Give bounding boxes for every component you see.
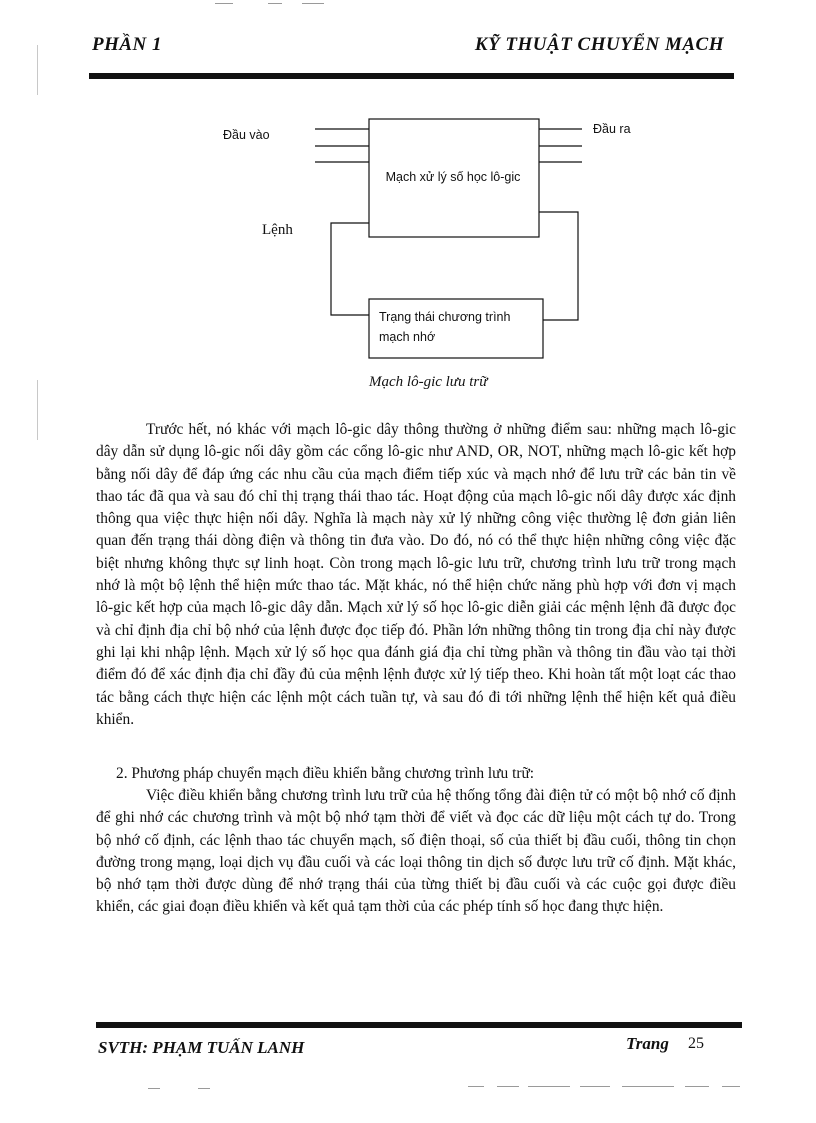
scan-mark-bottom bbox=[622, 1086, 674, 1087]
footer-author: SVTH: PHẠM TUẤN LANH bbox=[98, 1038, 305, 1057]
processor-label: Mạch xử lý số học lô-gic bbox=[385, 170, 521, 184]
header-section-title: PHẦN 1 bbox=[92, 34, 163, 55]
paragraph-stored-program-control: Việc điều khiển bằng chương trình lưu trữ của hệ thống tổng đài điện tử có một bộ nhớ cố định để ghi nhớ các chương trình và một bộ nhớ tạm thời để viết và đọc các dữ liệu một cách tự do. Trong bộ nhớ cố định, các lệnh thao tác chuyển mạch, số điện thoại, số của thiết bị đầu cuối, thông tin chọn đường trong mạng, loại dịch vụ đầu cuối và các loại thông tin dịch số được lưu trữ cố định. Mặt khác, bộ nhớ tạm thời được dùng để nhớ trạng thái của từng thiết bị đầu cuối và các cuộc gọi được điều khiển, các giai đoạn điều khiển và kết quả tạm thời của các phép tính số học đang thực hiện. bbox=[96, 787, 736, 916]
header-chapter-title: KỸ THUẬT CHUYỂN MẠCH bbox=[474, 34, 724, 55]
input-label: Đầu vào bbox=[223, 128, 270, 142]
state-feedback-line bbox=[539, 212, 578, 320]
output-label: Đầu ra bbox=[593, 122, 631, 136]
footer-page-label: Trang bbox=[626, 1034, 669, 1053]
footer-rule bbox=[96, 1022, 742, 1028]
scan-mark-bottom bbox=[497, 1086, 519, 1087]
section-heading-stored-program: 2. Phương pháp chuyển mạch điều khiển bằng chương trình lưu trữ: bbox=[116, 765, 535, 782]
scan-mark-bottom bbox=[580, 1086, 610, 1087]
state-memory-label: Trạng thái chương trình mạch nhớ bbox=[379, 310, 511, 344]
scan-mark-bottom bbox=[198, 1088, 210, 1089]
scan-mark-bottom bbox=[148, 1088, 160, 1089]
scan-mark-bottom bbox=[528, 1086, 570, 1087]
footer-page-number: 25 bbox=[688, 1035, 704, 1052]
scan-mark-bottom bbox=[468, 1086, 484, 1087]
scan-mark-bottom bbox=[685, 1086, 709, 1087]
paragraph-stored-logic: Trước hết, nó khác với mạch lô-gic dây thông thường ở những điểm sau: những mạch lô-gic dây dẫn sử dụng lô-gic nối dây gồm các cổng lô-gic như AND, OR, NOT, những mạch lô-gic kết hợp bằng nối dây để đáp ứng các nhu cầu của mạch điểm tiếp xúc và mạch nhớ để lưu trữ các bản tin về thao tác đã qua và sau đó chỉ thị trạng thái thao tác. Hoạt động của mạch lô-gic nối dây được xác định thông qua việc thực hiện nối dây. Nghĩa là mạch này xử lý những công việc thường lệ đơn giản liên quan đến trạng thái dòng điện và thông tin đưa vào. Do đó, nó có thể thực hiện những công việc đặc biệt nhưng không thực sự linh hoạt. Còn trong mạch lô-gic lưu trữ, chương trình lưu trữ trong mạch nhớ là một bộ lệnh thể hiện mức thao tác. Mặt khác, nó thể hiện chức năng phù hợp với đơn vị mạch lô-gic kết hợp của mạch lô-gic dây dẫn. Mạch xử lý số học lô-gic diễn giải các mệnh lệnh đã được đọc và chỉ định địa chỉ bộ nhớ của lệnh được đọc tiếp đó. Phần lớn những thông tin trong địa chỉ này được ghi lại khi nhập lệnh. Mạch xử lý số học qua đánh giá địa chỉ từng phần và thông tin đầu vào tại thời điểm đó để xác định địa chỉ đầy đủ của mệnh lệnh được xử lý tiếp theo. Khi hoàn tất một loạt các thao tác bằng cách thực hiện các lệnh một cách tuần tự, và sau đó đi tới những lệnh thể hiện kết quả điều khiển. bbox=[96, 421, 736, 728]
command-label: Lệnh bbox=[262, 222, 293, 238]
scan-mark-bottom bbox=[722, 1086, 740, 1087]
figure-caption: Mạch lô-gic lưu trữ bbox=[369, 374, 488, 390]
command-feedback-line bbox=[331, 223, 369, 315]
